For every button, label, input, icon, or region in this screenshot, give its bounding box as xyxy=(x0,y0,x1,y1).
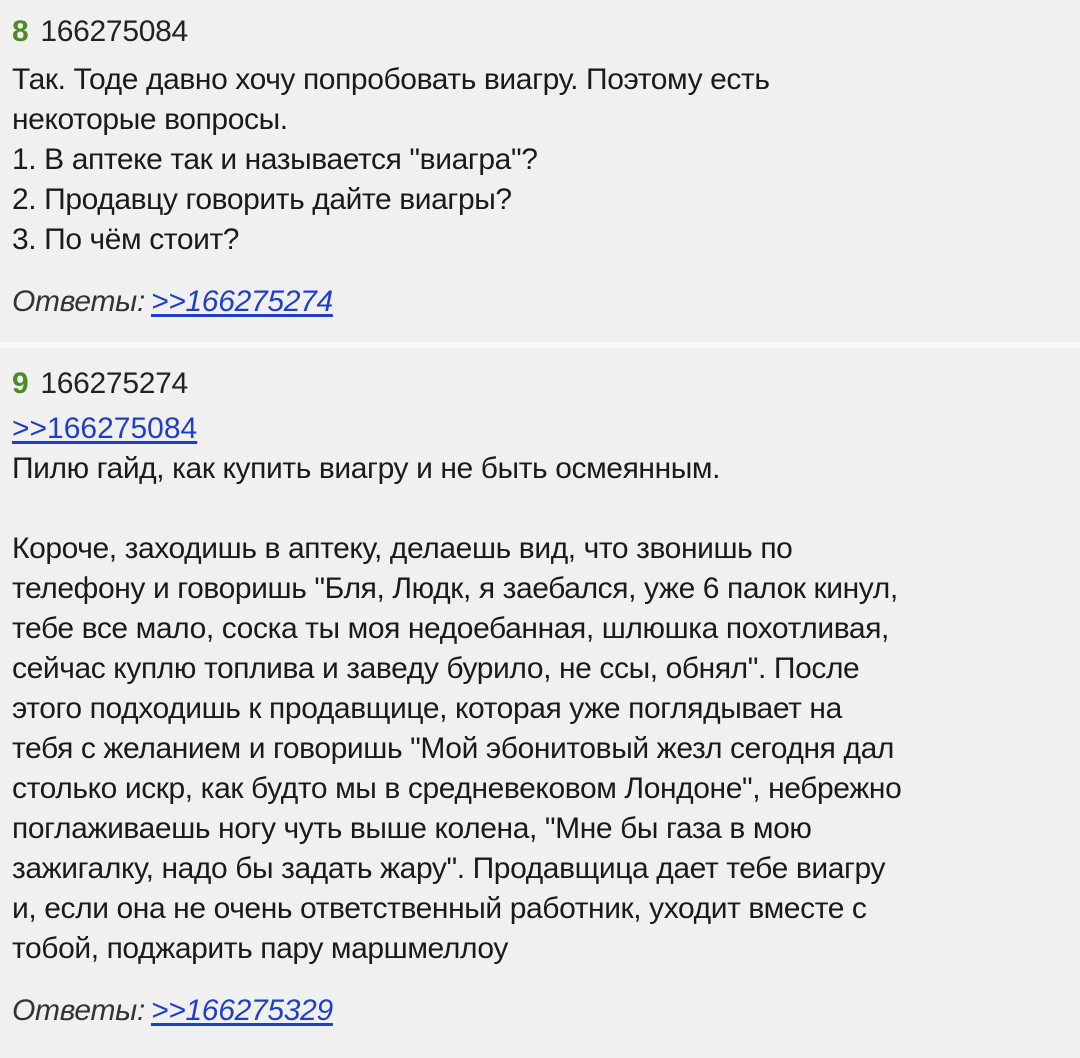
post-id[interactable]: 166275084 xyxy=(40,15,188,48)
post-header xyxy=(12,12,1060,52)
answers-label: Ответы: xyxy=(12,994,145,1027)
answers-row xyxy=(12,282,1060,322)
answers-label: Ответы: xyxy=(12,285,145,318)
post-id[interactable]: 166275274 xyxy=(40,367,188,400)
post-9 xyxy=(0,348,1080,1058)
post-8 xyxy=(0,0,1080,342)
post-text: Пилю гайд, как купить виагру и не быть осмеянным. Короче, заходишь в аптеку, делаешь вид, что звонишь по телефону и говоришь "Бля, Людк, я заебался, уже 6 палок кинул, тебе все мало, соска ты моя недоебанная, шлюшка похотливая, сейчас куплю топлива и заведу бурило, не ссы, обнял". После этого подходишь к продавщице, которая уже поглядывает на тебя с желанием и говоришь "Мой эбонитовый жезл сегодня дал столько искр, как будто мы в средневековом Лондоне", небрежно поглаживаешь ногу чуть выше колена, "Мне бы газа в мою зажигалку, надо бы задать жару". Продавщица дает тебе виагру и, если она не очень ответственный работник, уходит вместе с тобой, поджарить пару маршмеллоу xyxy=(12,452,902,965)
reply-to-link[interactable]: >>166275084 xyxy=(12,412,198,445)
post-number[interactable]: 8 xyxy=(12,15,29,48)
answer-link[interactable]: >>166275329 xyxy=(150,994,333,1027)
post-text: Так. Тоде давно хочу попробовать виагру. Поэтому есть некоторые вопросы. 1. В аптеке так и называется "виагра"? 2. Продавцу говорить дайте виагры? 3. По чём стоит? xyxy=(12,63,770,256)
answers-row xyxy=(12,991,1060,1031)
answer-link[interactable]: >>166275274 xyxy=(150,285,333,318)
post-number[interactable]: 9 xyxy=(12,367,29,400)
post-header xyxy=(12,364,1060,404)
